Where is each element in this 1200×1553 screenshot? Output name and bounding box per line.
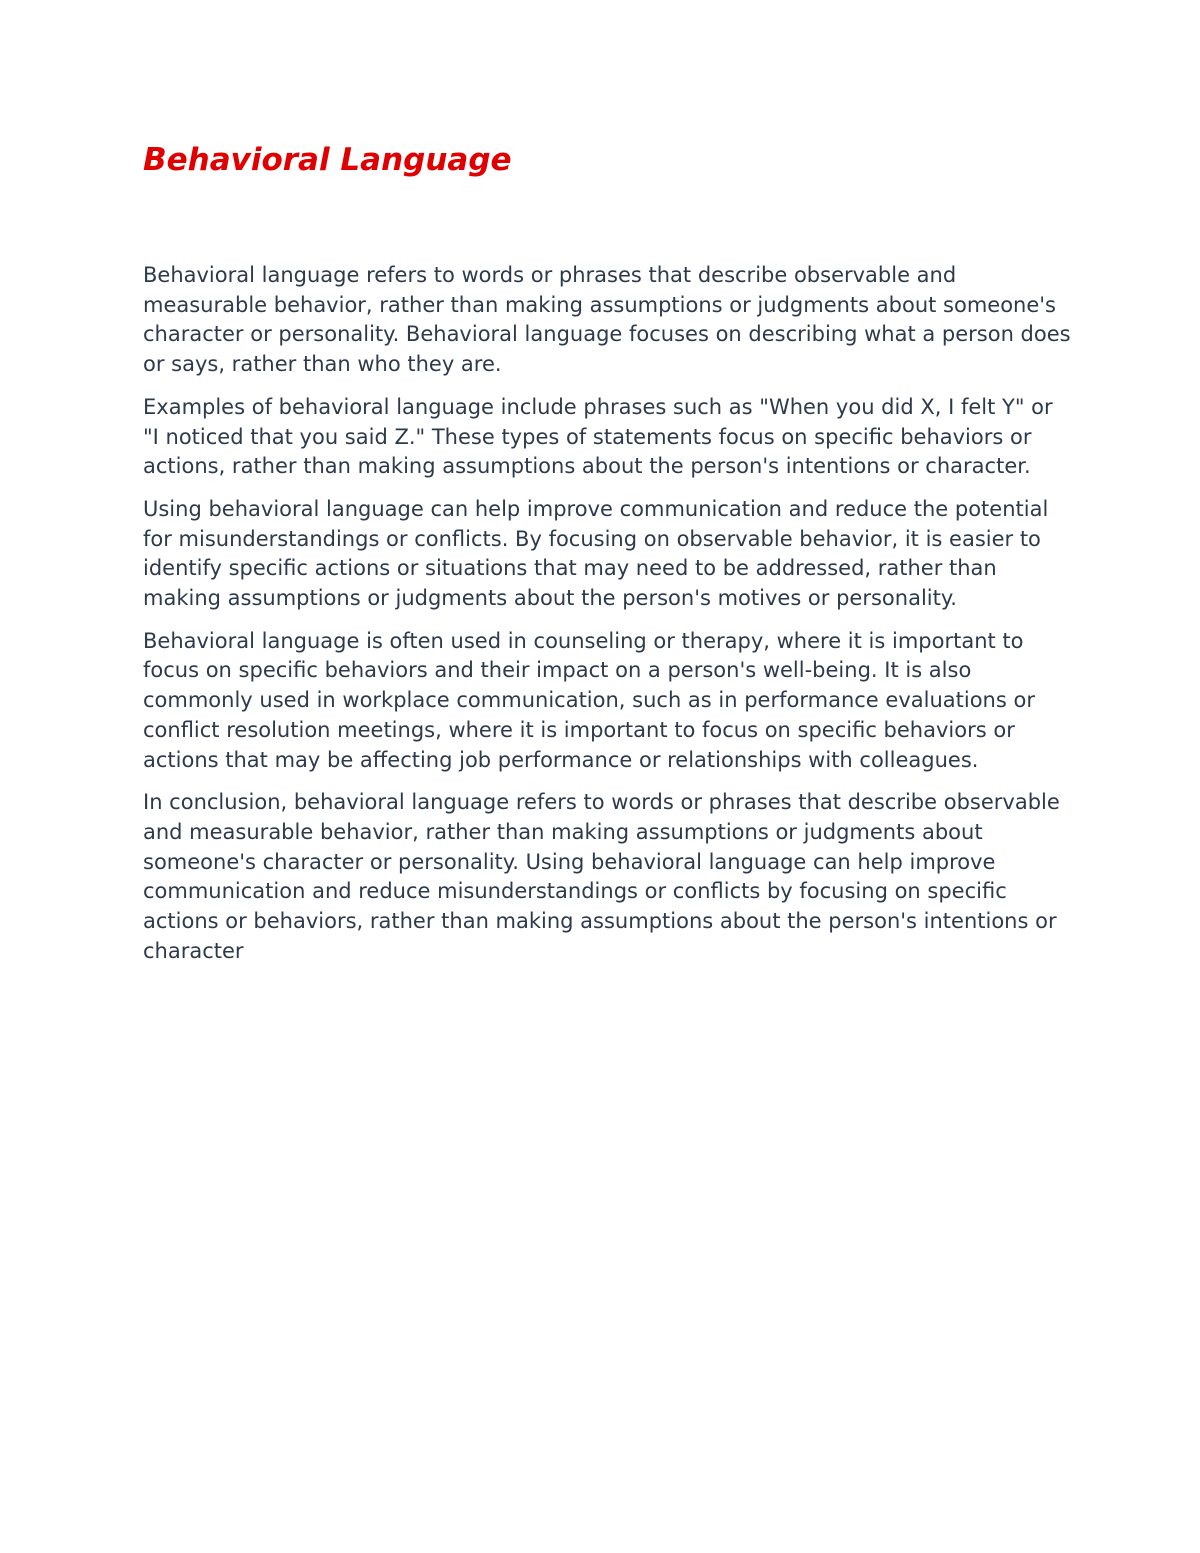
paragraph-definition: Behavioral language refers to words or phrases that describe observable and measurable behavior, rather than making assumptions or judgments about someone's character or personality. Behavioral language focuses on describing what a person does or says, rather than who they are. xyxy=(143,263,1071,377)
paragraph-benefits: Using behavioral language can help improve communication and reduce the potential for misunderstandings or conflicts. By focusing on observable behavior, it is easier to identify specific actions or situations that may need to be addressed, rather than making assumptions or judgments about the person's motives or personality. xyxy=(143,496,1049,611)
paragraph-usage: Behavioral language is often used in counseling or therapy, where it is important to focus on specific behaviors and their impact on a person's well-being. It is also commonly used in workplace communication, such as in performance evaluations or conflict resolution meetings, where it is important to focus on specific behaviors or actions that may be affecting job performance or relationships with colleagues. xyxy=(143,628,1035,772)
document-content xyxy=(143,138,1073,979)
document-title: Behavioral Language xyxy=(143,142,512,178)
paragraph-conclusion: In conclusion, behavioral language refers to words or phrases that describe observable and measurable behavior, rather than making assumptions or judgments about someone's character or personality. Using behavioral language can help improve communication and reduce misunderstandings or conflicts by focusing on specific actions or behaviors, rather than making assumptions about the person's intentions or character xyxy=(143,790,1060,963)
document-body xyxy=(143,261,1073,966)
paragraph-examples: Examples of behavioral language include phrases such as "When you did X, I felt Y" or "I noticed that you said Z." These types of statements focus on specific behaviors or actions, rather than making assumptions about the person's intentions or character. xyxy=(143,394,1053,479)
